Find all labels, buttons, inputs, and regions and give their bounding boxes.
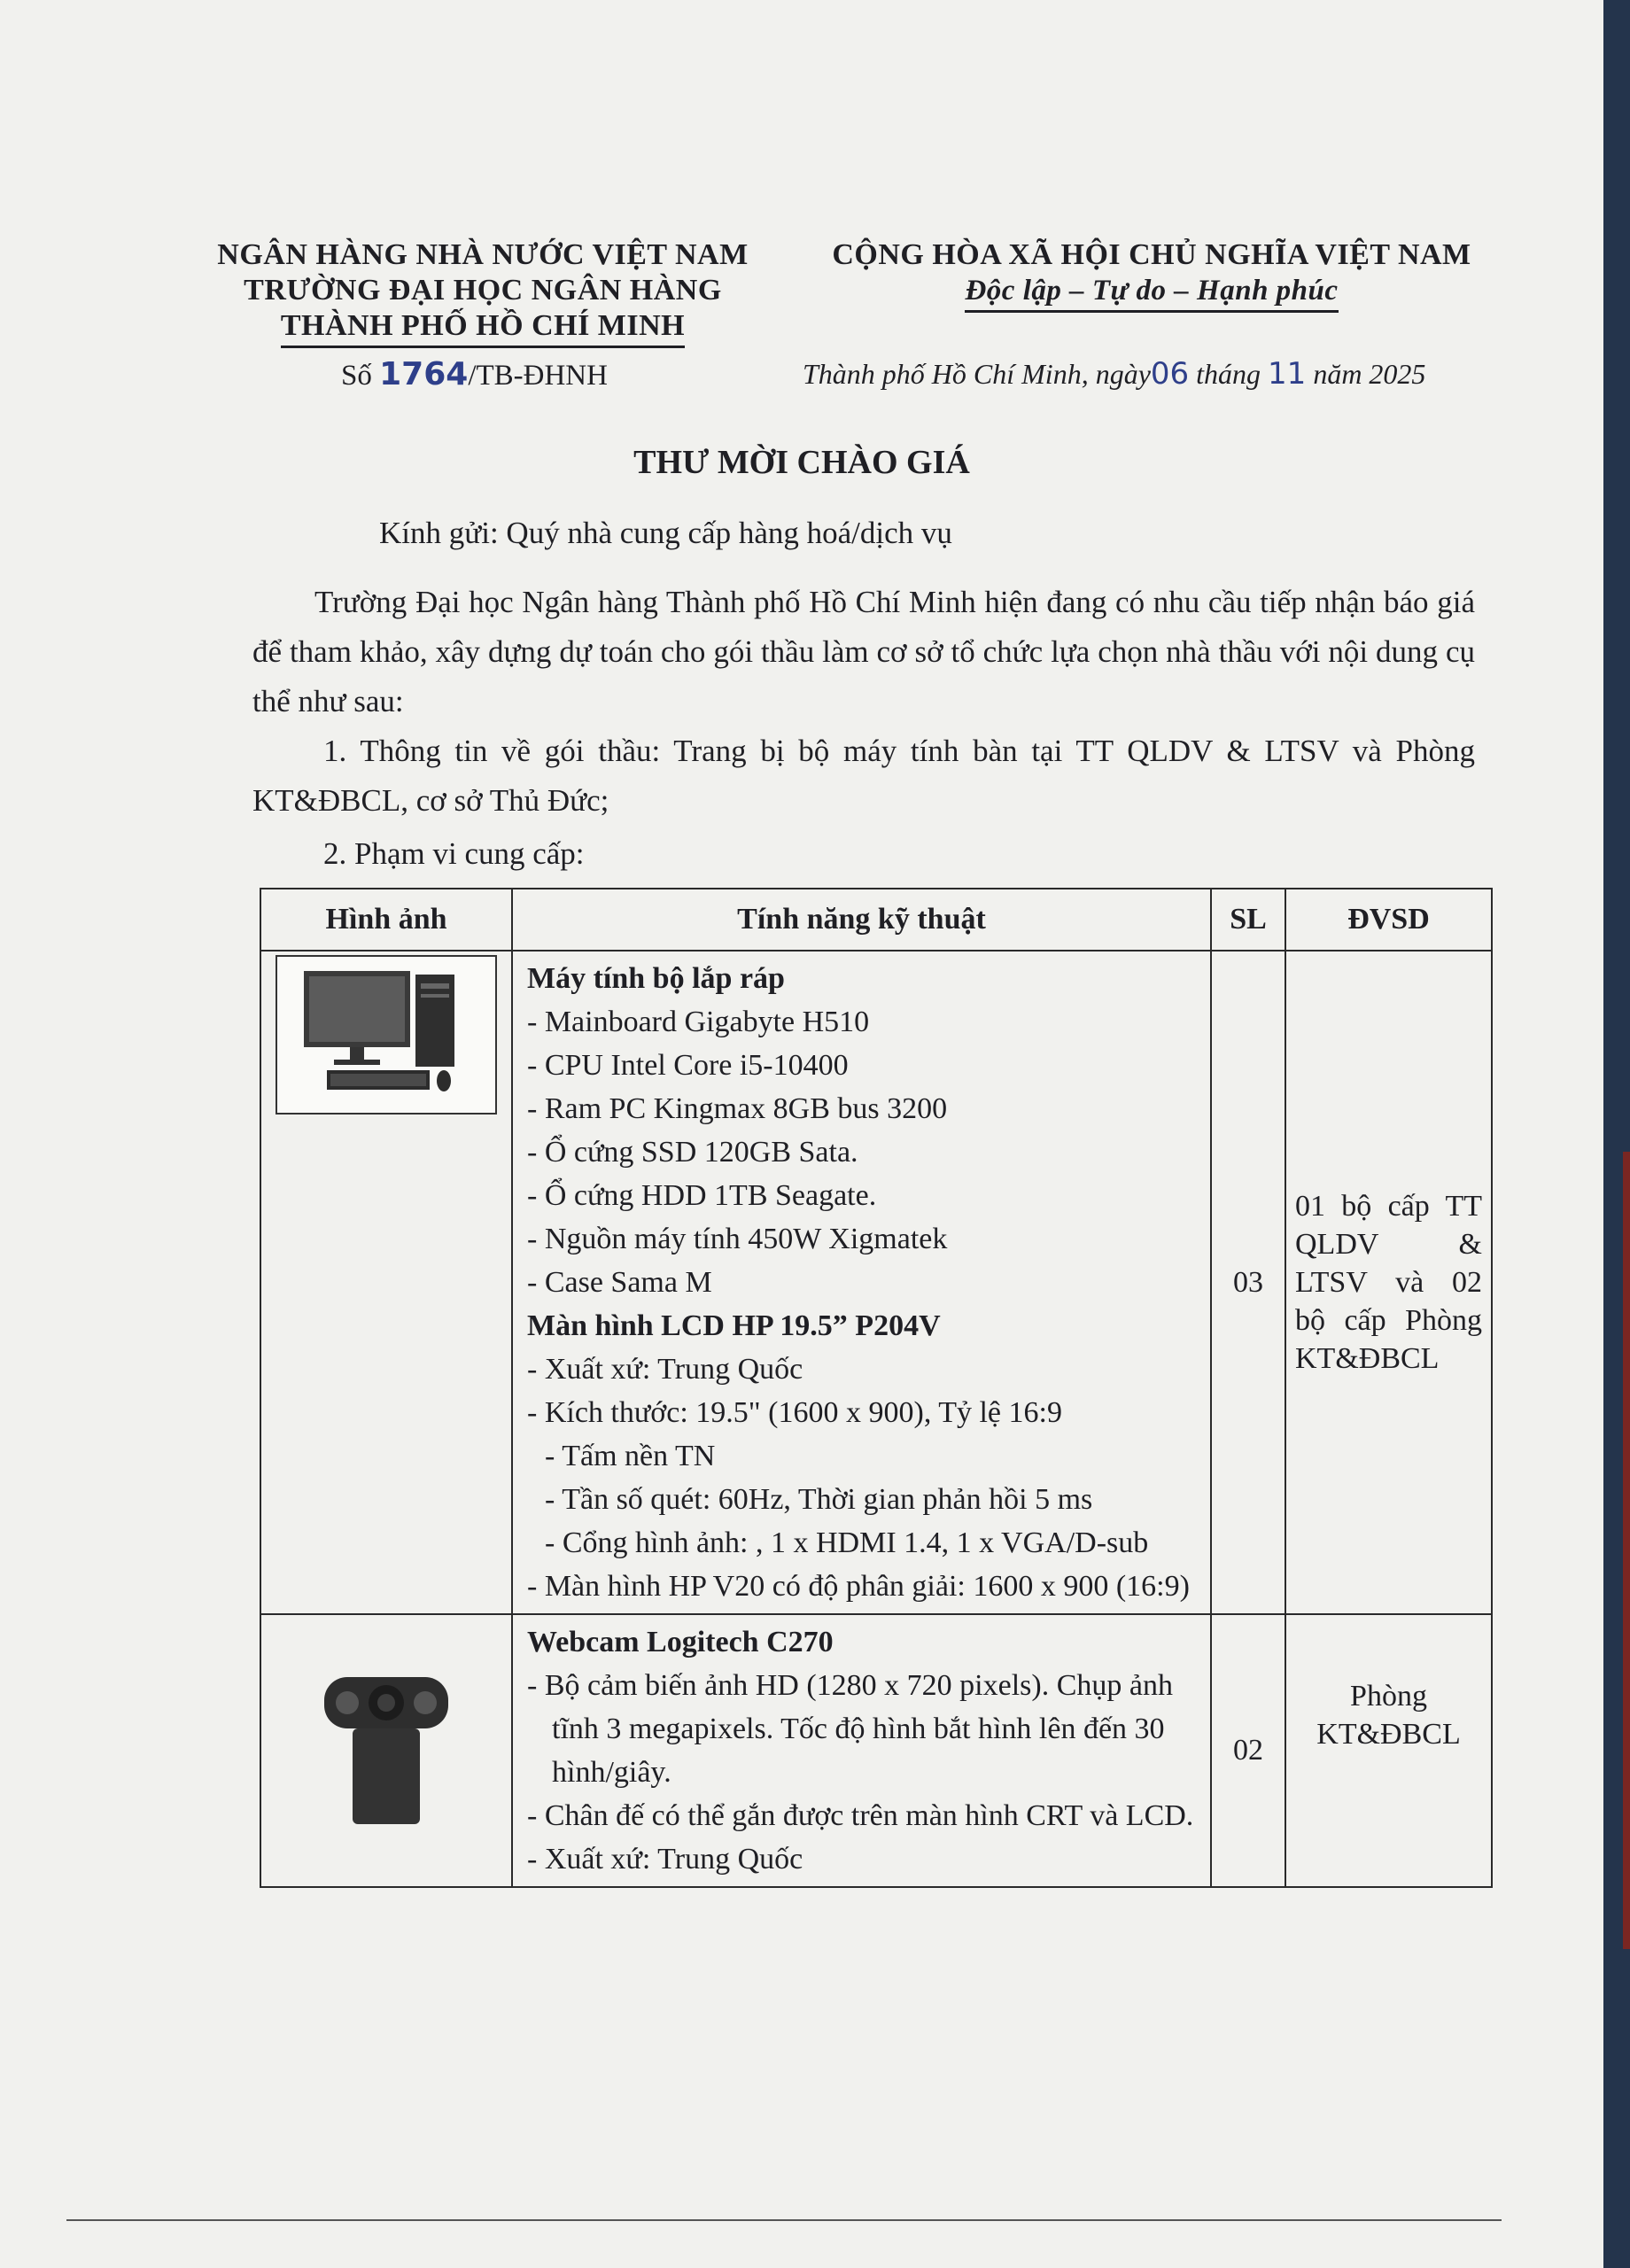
national-motto: Độc lập – Tự do – Hạnh phúc xyxy=(965,273,1338,313)
pc-specs-cell xyxy=(512,951,1211,1614)
date-year: năm 2025 xyxy=(1306,358,1426,390)
table-row xyxy=(260,951,1492,1614)
unit-line: LTSV và 02 xyxy=(1295,1266,1482,1299)
spec-subline: - Tần số quét: 60Hz, Thời gian phản hồi 5 ms xyxy=(545,1483,1093,1516)
background-edge-accent xyxy=(1623,1152,1630,1949)
spec-line: - Mainboard Gigabyte H510 xyxy=(527,1006,870,1038)
unit-line: 01 bộ cấp TT xyxy=(1295,1190,1482,1223)
unit-line: KT&ĐBCL xyxy=(1316,1718,1461,1751)
item-1-package-info: 1. Thông tin về gói thầu: Trang bị bộ máy tính bàn tại TT QLDV & LTSV và Phòng KT&ĐBCL, cơ sở Thủ Đức; xyxy=(252,734,1475,818)
document-title: THƯ MỜI CHÀO GIÁ xyxy=(633,444,970,481)
date-month-label: tháng xyxy=(1189,358,1269,390)
desktop-computer-icon xyxy=(276,955,497,1115)
spec-line: - Kích thước: 19.5" (1600 x 900), Tỷ lệ 16:9 xyxy=(527,1396,1062,1429)
table-header-row xyxy=(260,889,1492,951)
date-day: 06 xyxy=(1150,356,1190,392)
webcam-image-cell xyxy=(260,1614,512,1887)
pc-qty: 03 xyxy=(1211,951,1285,1614)
supply-scope-table xyxy=(260,888,1493,1888)
doc-number-handwritten: 1764 xyxy=(379,356,469,392)
product-name-webcam: Webcam Logitech C270 xyxy=(527,1626,834,1658)
spec-line: - Ổ cứng HDD 1TB Seagate. xyxy=(527,1179,877,1212)
doc-number-suffix: /TB-ĐHNH xyxy=(468,360,608,392)
unit-line: Phòng xyxy=(1350,1680,1427,1713)
issuer-line-3: THÀNH PHỐ HỒ CHÍ MINH xyxy=(281,308,685,348)
spec-line: - Chân đế có thể gắn được trên màn hình CRT và LCD. xyxy=(527,1799,1194,1832)
pc-unit xyxy=(1285,951,1492,1614)
spec-line: - Bộ cảm biến ảnh HD (1280 x 720 pixels). Chụp ảnh tĩnh 3 megapixels. Tốc độ hình bắt hình lên đến 30 hình/giây. xyxy=(527,1669,1173,1789)
spec-subline: - Cổng hình ảnh: , 1 x HDMI 1.4, 1 x VGA/D-sub xyxy=(545,1526,1149,1559)
spec-line: - CPU Intel Core i5-10400 xyxy=(527,1049,849,1082)
bottom-divider xyxy=(66,2219,1502,2221)
product-name-pc: Máy tính bộ lắp ráp xyxy=(527,962,785,995)
pc-image-cell xyxy=(260,951,512,1614)
spec-subline: - Tấm nền TN xyxy=(545,1440,716,1472)
national-name: CỘNG HÒA XÃ HỘI CHỦ NGHĨA VIỆT NAM xyxy=(832,238,1471,271)
webcam-unit xyxy=(1285,1614,1492,1887)
product-name-monitor: Màn hình LCD HP 19.5” P204V xyxy=(527,1309,941,1342)
intro-paragraph: Trường Đại học Ngân hàng Thành phố Hồ Chí Minh hiện đang có nhu cầu tiếp nhận báo giá để tham khảo, xây dựng dự toán cho gói thầu làm cơ sở tổ chức lựa chọn nhà thầu với nội dung cụ thể như sau: xyxy=(252,585,1475,718)
unit-line: KT&ĐBCL xyxy=(1295,1342,1440,1375)
spec-line: - Ram PC Kingmax 8GB bus 3200 xyxy=(527,1092,948,1125)
place-date xyxy=(803,356,1425,392)
issuer-header xyxy=(204,237,762,348)
header-unit: ĐVSD xyxy=(1285,889,1492,951)
document-number xyxy=(341,356,608,392)
spec-line: - Xuất xứ: Trung Quốc xyxy=(527,1843,803,1876)
date-prefix: Thành phố Hồ Chí Minh, ngày xyxy=(803,358,1151,390)
header-qty: SL xyxy=(1211,889,1285,951)
spec-line: - Nguồn máy tính 450W Xigmatek xyxy=(527,1223,948,1255)
unit-line: QLDV & xyxy=(1295,1228,1482,1261)
national-header xyxy=(802,237,1502,313)
header-specs: Tính năng kỹ thuật xyxy=(512,889,1211,951)
unit-line: bộ cấp Phòng xyxy=(1295,1304,1482,1337)
issuer-line-1: NGÂN HÀNG NHÀ NƯỚC VIỆT NAM xyxy=(217,238,749,271)
table-row xyxy=(260,1614,1492,1887)
item-2-scope: 2. Phạm vi cung cấp: xyxy=(323,836,585,871)
salutation: Kính gửi: Quý nhà cung cấp hàng hoá/dịch vụ xyxy=(379,516,952,550)
doc-number-prefix: Số xyxy=(341,360,380,392)
date-month: 11 xyxy=(1268,356,1307,392)
spec-line: - Ổ cứng SSD 120GB Sata. xyxy=(527,1136,858,1169)
spec-line: - Case Sama M xyxy=(527,1266,712,1299)
webcam-qty: 02 xyxy=(1211,1614,1285,1887)
webcam-icon xyxy=(307,1663,466,1831)
webcam-specs-cell xyxy=(512,1614,1211,1887)
spec-line: - Màn hình HP V20 có độ phân giải: 1600 x 900 (16:9) xyxy=(527,1570,1190,1603)
header-image: Hình ảnh xyxy=(260,889,512,951)
spec-line: - Xuất xứ: Trung Quốc xyxy=(527,1353,803,1386)
issuer-line-2: TRƯỜNG ĐẠI HỌC NGÂN HÀNG xyxy=(244,274,722,307)
